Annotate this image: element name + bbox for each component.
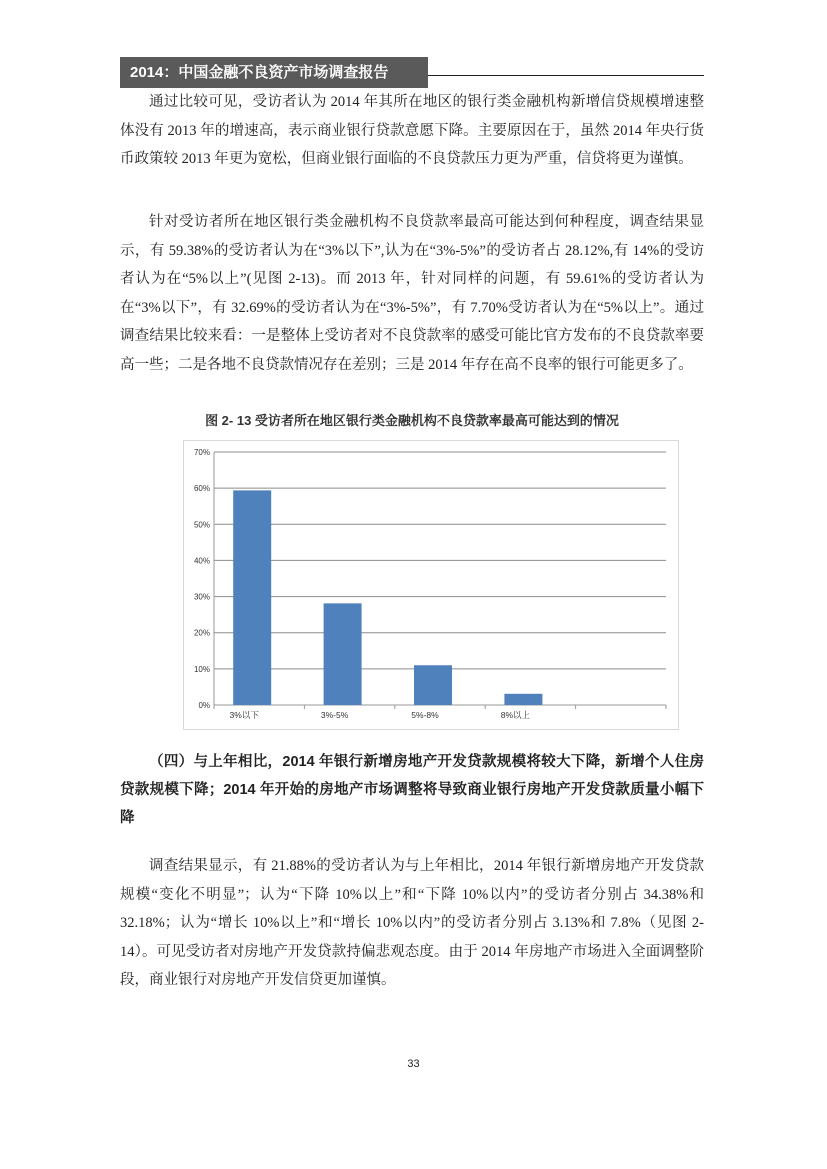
bar-chart bbox=[183, 440, 679, 730]
header-rule bbox=[428, 75, 704, 76]
x-tick-label: 8%以上 bbox=[500, 710, 531, 720]
y-tick-label: 60% bbox=[193, 484, 210, 494]
y-tick-label: 50% bbox=[193, 520, 210, 530]
bar bbox=[233, 490, 271, 705]
bar bbox=[504, 694, 542, 705]
paragraph-3: 调查结果显示，有 21.88%的受访者认为与上年相比，2014 年银行新增房地产开发贷款规模“变化不明显”；认为“下降 10%以上”和“下降 10%以内”的受访者分别占 34.38%和 32.18%；认为“增长 10%以上”和“增长 10%以内”的受访者分别占 3.13%和 7.8%（见图 2-14）。可见受访者对房地产开发贷款持偏悲观态度。由于 2014 年房地产市场进入全面调整阶段，商业银行对房地产开发信贷更加谨慎。 bbox=[120, 858, 704, 988]
y-tick-label: 30% bbox=[193, 592, 210, 602]
y-tick-label: 10% bbox=[193, 664, 210, 674]
paragraph-2: 针对受访者所在地区银行类金融机构不良贷款率最高可能达到何种程度，调查结果显示，有 59.38%的受访者认为在“3%以下”,认为在“3%-5%”的受访者占 28.12%,有 14%的受访者认为在“5%以上”(见图 2-13)。而 2013 年，针对同样的问题，有 59.61%的受访者认为在“3%以下”，有 32.69%的受访者认为在“3%-5%”，有 7.70%受访者认为在“5%以上”。通过调查结果比较来看：一是整体上受访者对不良贷款率的感受可能比官方发布的不良贷款率要高一些；二是各地不良贷款情况存在差别；三是 2014 年存在高不良率的银行可能更多了。 bbox=[120, 214, 704, 373]
x-tick-label: 3%-5% bbox=[320, 710, 349, 720]
y-tick-label: 70% bbox=[193, 448, 210, 457]
bar bbox=[414, 665, 452, 705]
running-header: 2014：中国金融不良资产市场调查报告 bbox=[120, 57, 428, 88]
bar bbox=[324, 603, 362, 705]
y-tick-label: 20% bbox=[193, 628, 210, 638]
x-tick-label: 5%-8% bbox=[411, 710, 439, 720]
section-heading: （四）与上年相比，2014 年银行新增房地产开发贷款规模将较大下降，新增个人住房贷款规模下降；2014 年开始的房地产市场调整将导致商业银行房地产开发贷款质量小幅下降 bbox=[120, 754, 704, 826]
paragraph-1: 通过比较可见，受访者认为 2014 年其所在地区的银行类金融机构新增信贷规模增速整体没有 2013 年的增速高，表示商业银行贷款意愿下降。主要原因在于，虽然 2014 年央行货币政策较 2013 年更为宽松，但商业银行面临的不良贷款压力更为严重，信贷将更为谨慎。 bbox=[120, 94, 704, 167]
y-tick-label: 40% bbox=[193, 556, 210, 566]
y-tick-label: 0% bbox=[198, 701, 210, 710]
figure-caption: 图 2- 13 受访者所在地区银行类金融机构不良贷款率最高可能达到的情况 bbox=[205, 413, 619, 428]
x-tick-label: 3%以下 bbox=[229, 710, 259, 720]
page-number: 33 bbox=[407, 1058, 420, 1070]
